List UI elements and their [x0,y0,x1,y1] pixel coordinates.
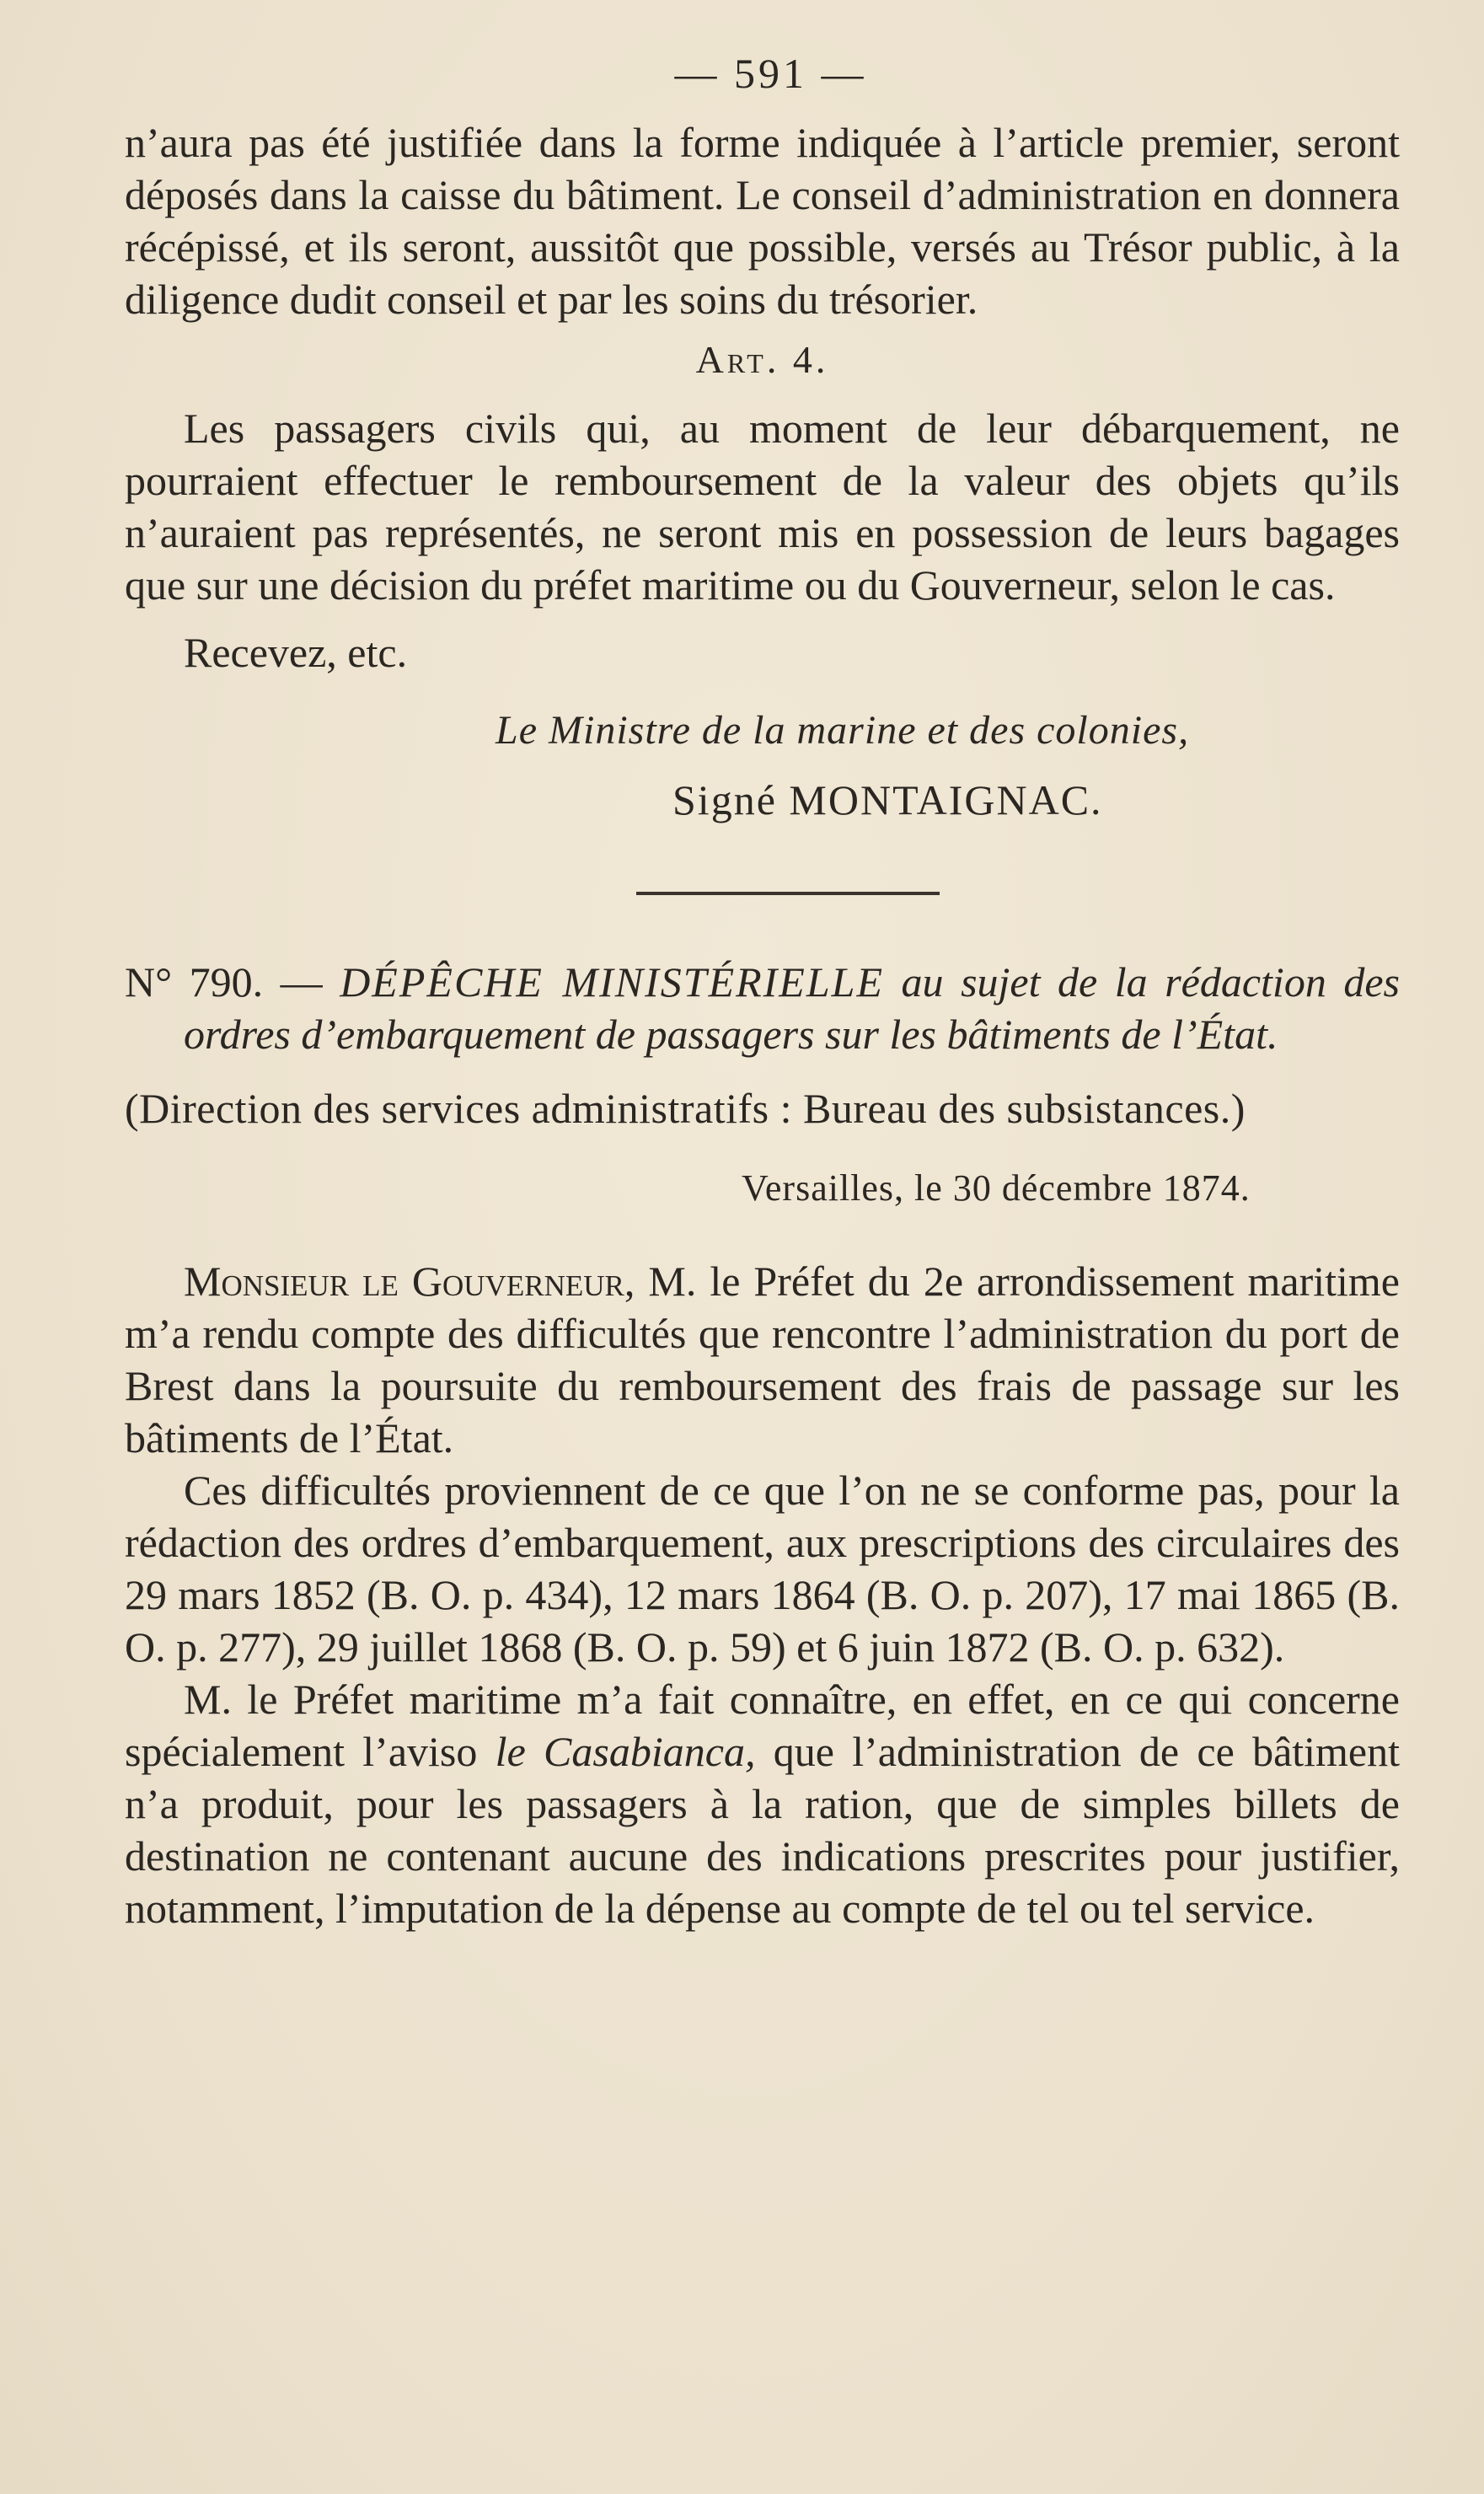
paragraph-3-start: M. le Préfet maritime m’a fait connaître, en effet, en ce qui concerne spécialement l’aviso [125,1676,1400,1775]
entry-subject: au sujet de la rédaction des ordres d’embarquement de passagers sur les bâtiments de l’État. [184,958,1400,1058]
letter-paragraph-3 [125,1673,1400,1934]
closing-formula: Recevez, etc. [184,629,408,676]
letter-paragraph-1 [125,1255,1400,1464]
salutation: Monsieur le Gouverneur, [184,1258,635,1305]
dateline: Versailles, le 30 décembre 1874. [742,1167,1251,1209]
page-number: — 591 — [674,50,867,97]
signature: Signé MONTAIGNAC. [672,776,1103,823]
section-divider [636,892,940,895]
paragraph-1-text: M. le Préfet du 2e arrondissement maritime m’a rendu compte des difficultés que rencontre l’administration du port de Brest dans la poursuite du remboursement des frais de passage sur les bâtiments de l’État. [125,1258,1400,1462]
article-heading: Art. 4. [695,338,829,381]
entry-heading [125,956,1400,1060]
paragraph-3-end: que l’administration de ce bâtiment n’a produit, pour les passagers à la ration, que de simples billets de destination ne contenant aucune des indications prescrites pour justifier, notamment, l’imputation de la dépense au compte de tel ou tel service. [125,1728,1401,1932]
entry-number: N° 790. — [125,958,323,1006]
ship-name: le Casabianca, [495,1728,756,1775]
article-paragraph: Les passagers civils qui, au moment de leur débarquement, ne pourraient effectuer le remboursement de la valeur des objets qu’ils n’auraient pas représentés, ne seront mis en possession de leurs bagages que sur une décision du préfet maritime ou du Gouverneur, selon le cas. [125,405,1400,609]
entry-title: DÉPÊCHE MINISTÉRIELLE [340,958,885,1006]
letter-paragraph-2: Ces difficultés proviennent de ce que l’on ne se conforme pas, pour la rédaction des ordres d’embarquement, aux prescriptions des circulaires des 29 mars 1852 (B. O. p. 434), 12 mars 1864 (B. O. p. 207), 17 mai 1865 (B. O. p. 277), 29 juillet 1868 (B. O. p. 59) et 6 juin 1872 (B. O. p. 632). [125,1467,1400,1671]
minister-title: Le Ministre de la marine et des colonies, [496,708,1190,753]
intro-paragraph: n’aura pas été justifiée dans la forme indiquée à l’article premier, seront déposés dans la caisse du bâtiment. Le conseil d’administration en donnera récépissé, et ils seront, aussitôt que possible, versés au Trésor public, à la diligence dudit conseil et par les soins du trésorier. [125,119,1400,323]
direction-line: (Direction des services administratifs : Bureau des subsistances.) [125,1085,1246,1132]
